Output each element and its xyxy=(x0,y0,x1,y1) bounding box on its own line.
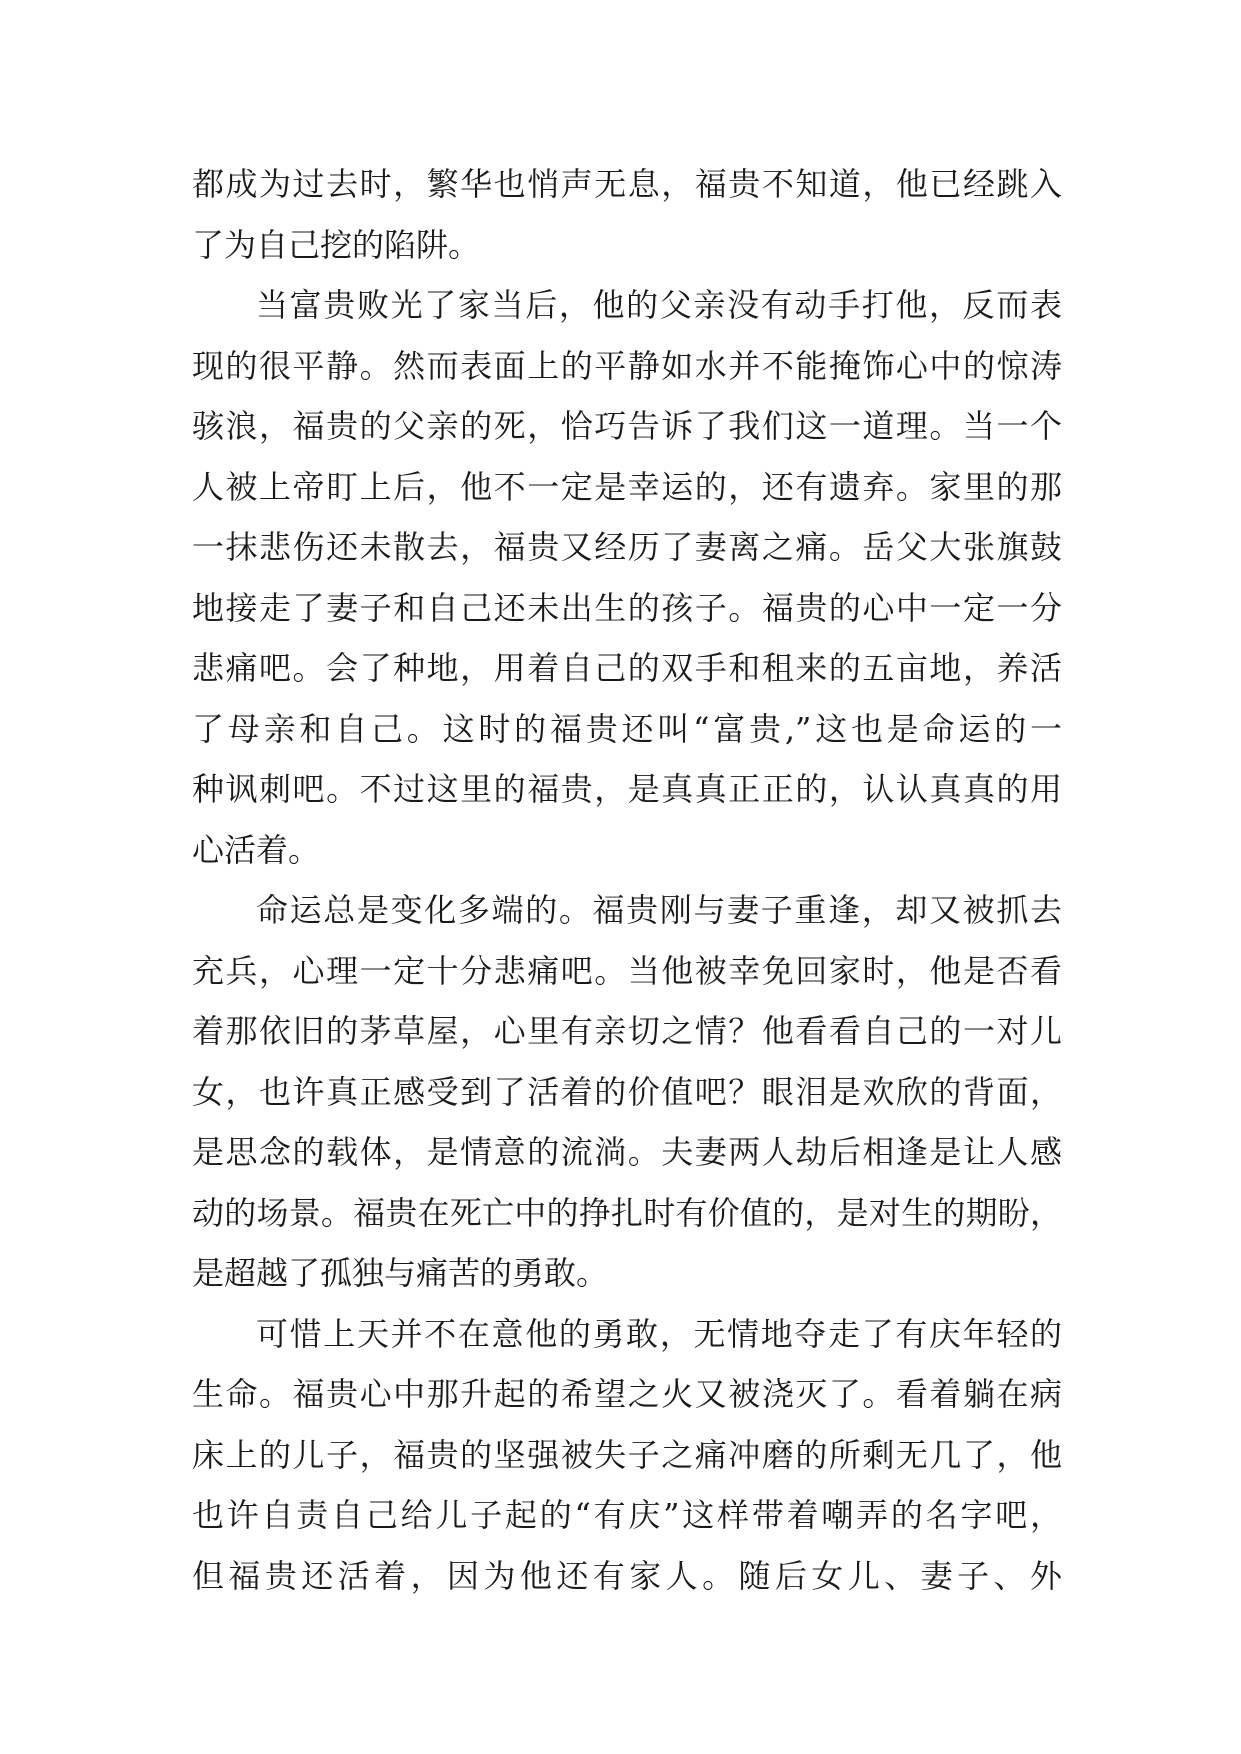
text-line: 生命。福贵心中那升起的希望之火又被浇灭了。看着躺在病 xyxy=(192,1375,1062,1413)
paragraph-start-line: 可惜上天并不在意他的勇敢，无情地夺走了有庆年轻的 xyxy=(256,1314,1062,1353)
paragraph-start-line: 命运总是变化多端的。福贵刚与妻子重逢，却又被抓去 xyxy=(256,891,1062,929)
text-line: 床上的儿子，福贵的坚强被失子之痛冲磨的所剩无几了，他 xyxy=(192,1435,1062,1474)
text-line: 动的场景。福贵在死亡中的挣扎时有价值的，是对生的期盼， xyxy=(192,1193,1062,1232)
text-line: 心活着。 xyxy=(192,830,321,869)
text-line: 骇浪，福贵的父亲的死，恰巧告诉了我们这一道理。当一个 xyxy=(192,407,1062,445)
paragraph-start-line: 当富贵败光了家当后，他的父亲没有动手打他，反而表 xyxy=(256,286,1062,324)
text-line: 悲痛吧。会了种地，用着自己的双手和租来的五亩地，养活 xyxy=(192,649,1062,687)
text-line: 种讽刺吧。不过这里的福贵，是真真正正的，认认真真的用 xyxy=(192,770,1062,808)
text-line: 是超越了孤独与痛苦的勇敢。 xyxy=(192,1254,609,1292)
text-line: 了为自己挖的陷阱。 xyxy=(192,225,481,264)
text-line: 着那依旧的茅草屋，心里有亲切之情？他看看自己的一对儿 xyxy=(192,1012,1062,1050)
text-line: 充兵，心理一定十分悲痛吧。当他被幸免回家时，他是否看 xyxy=(192,951,1062,990)
text-line: 一抹悲伤还未散去，福贵又经历了妻离之痛。岳父大张旗鼓 xyxy=(192,528,1062,566)
text-line: 了母亲和自己。这时的福贵还叫“富贵,”这也是命运的一 xyxy=(192,709,1062,748)
text-line: 人被上帝盯上后，他不一定是幸运的，还有遗弃。家里的那 xyxy=(192,467,1062,506)
text-line: 地接走了妻子和自己还未出生的孩子。福贵的心中一定一分 xyxy=(192,588,1062,627)
body-text xyxy=(192,154,1062,1606)
text-line: 是思念的载体，是情意的流淌。夫妻两人劫后相逢是让人感 xyxy=(192,1133,1062,1171)
text-line: 现的很平静。然而表面上的平静如水并不能掩饰心中的惊涛 xyxy=(192,346,1062,385)
text-line: 女，也许真正感受到了活着的价值吧？眼泪是欢欣的背面， xyxy=(192,1072,1062,1111)
text-line: 但福贵还活着，因为他还有家人。随后女儿、妻子、外 xyxy=(192,1556,1062,1595)
text-line: 都成为过去时，繁华也悄声无息，福贵不知道，他已经跳入 xyxy=(192,165,1062,203)
text-line: 也许自责自己给儿子起的“有庆”这样带着嘲弄的名字吧， xyxy=(192,1496,1062,1534)
